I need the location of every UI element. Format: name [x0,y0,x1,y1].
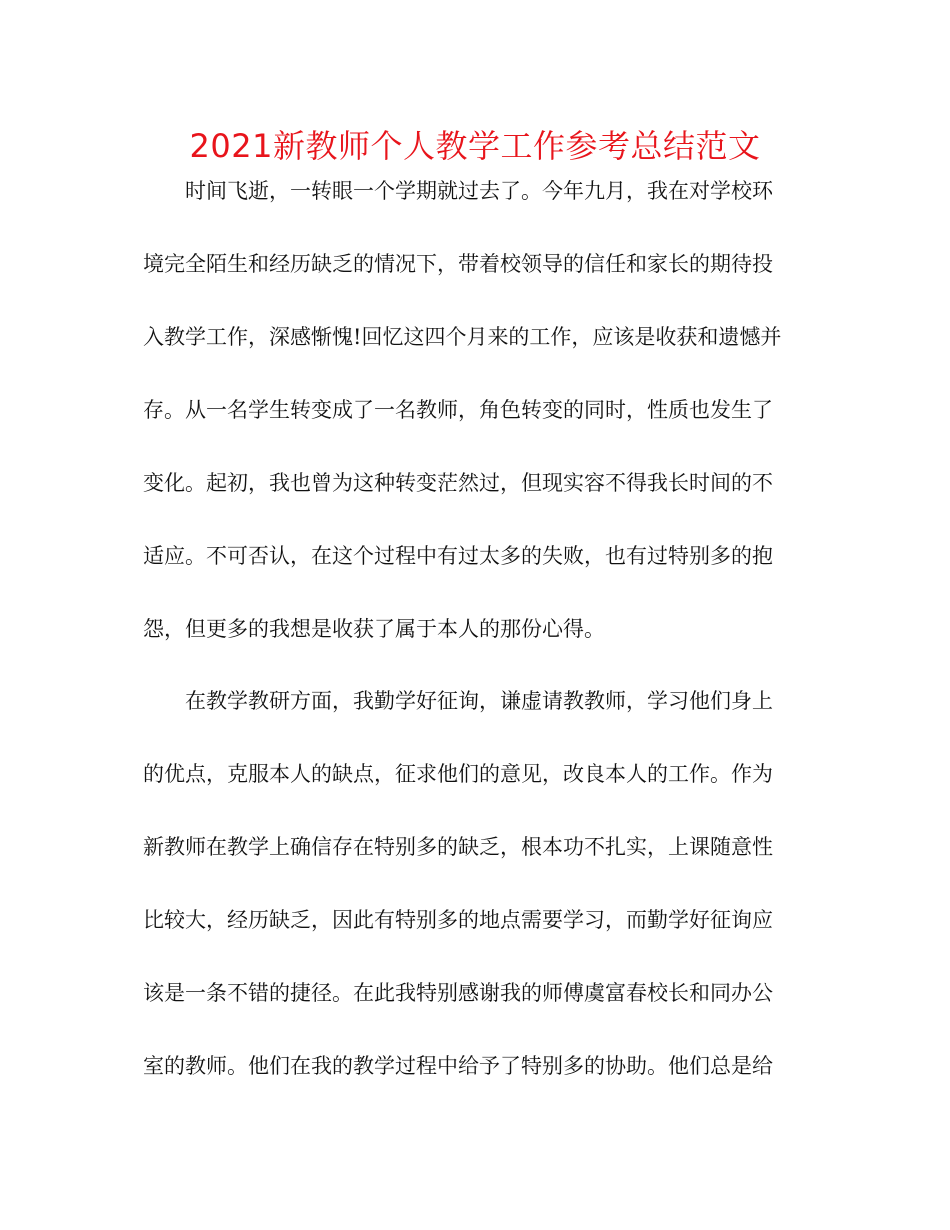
paragraph-line: 存。从一名学生转变成了一名教师，角色转变的同时，性质也发生了 [143,398,773,422]
paragraph-line: 室的教师。他们在我的教学过程中给予了特别多的协助。他们总是给 [143,1054,773,1078]
document-title: 2021新教师个人教学工作参考总结范文 [189,127,761,165]
paragraph-line: 变化。起初，我也曾为这种转变茫然过，但现实容不得我长时间的不 [143,471,773,495]
paragraph-line: 时间飞逝，一转眼一个学期就过去了。今年九月，我在对学校环 [185,179,773,203]
paragraph-line: 怨，但更多的我想是收获了属于本人的那份心得。 [143,617,605,641]
paragraph-1 [143,155,813,666]
paragraph-line: 的优点，克服本人的缺点，征求他们的意见，改良本人的工作。作为 [143,762,773,786]
paragraph-line: 境完全陌生和经历缺乏的情况下，带着校领导的信任和家长的期待投 [143,252,773,276]
paragraph-line: 该是一条不错的捷径。在此我特别感谢我的师傅虞富春校长和同办公 [143,981,773,1005]
paragraph-line: 在教学教研方面，我勤学好征询，谦虚请教教师，学习他们身上 [185,689,773,713]
paragraph-line: 适应。不可否认，在这个过程中有过太多的失败，也有过特别多的抱 [143,544,773,568]
paragraph-2 [143,665,813,1103]
paragraph-line: 新教师在教学上确信存在特别多的缺乏，根本功不扎实，上课随意性 [143,835,773,859]
paragraph-line: 比较大，经历缺乏，因此有特别多的地点需要学习，而勤学好征询应 [143,908,773,932]
paragraph-line: 入教学工作，深感惭愧!回忆这四个月来的工作，应该是收获和遗憾并 [143,325,782,349]
